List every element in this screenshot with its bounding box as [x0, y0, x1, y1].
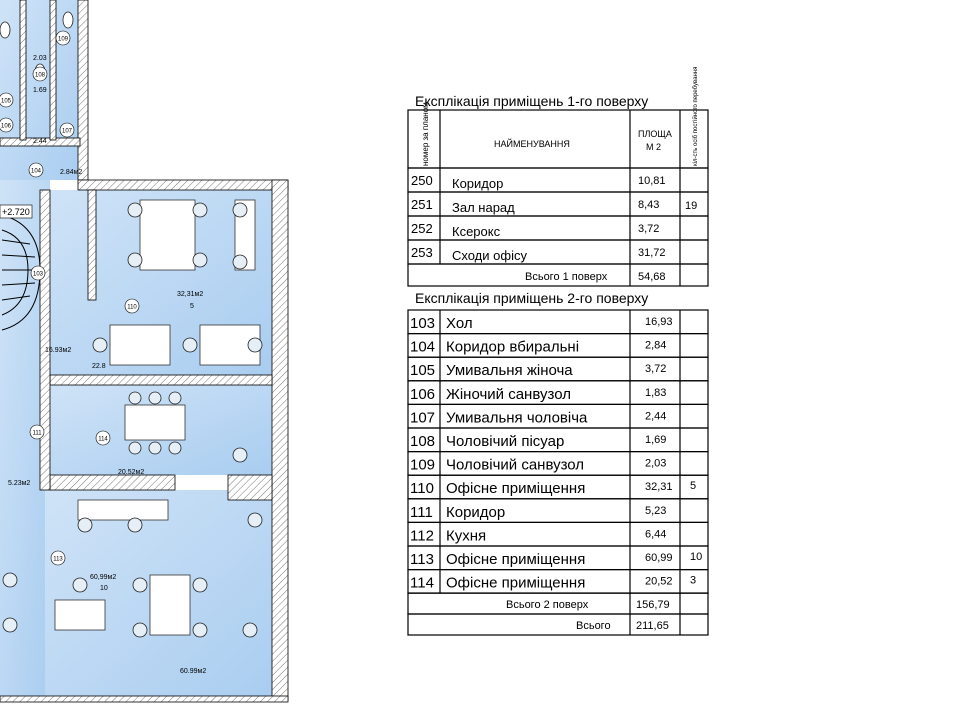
row-area: 6,44 — [645, 528, 667, 541]
row-number: 250 — [411, 173, 433, 188]
chair — [193, 203, 207, 217]
table-row — [408, 216, 708, 240]
wall — [50, 475, 175, 490]
chair — [169, 442, 181, 454]
row-frame — [408, 381, 708, 405]
row-name: Хол — [446, 315, 473, 332]
table-row — [408, 334, 708, 358]
chair — [129, 392, 141, 404]
row-name: Зал нарад — [452, 200, 515, 215]
level-mark: +2.720 — [2, 207, 30, 217]
chair — [149, 442, 161, 454]
table-row — [408, 192, 708, 216]
room-area: 16.93м2 — [45, 347, 72, 354]
row-area: 16,93 — [645, 316, 673, 328]
row-number: 113 — [410, 551, 434, 568]
chair — [133, 623, 147, 637]
row-area: 5,23 — [645, 504, 667, 517]
wall — [88, 190, 96, 300]
row-number: 104 — [410, 338, 436, 356]
row-name: Офісне приміщення — [446, 551, 586, 568]
header-number: номер за планом — [421, 102, 430, 166]
table-row — [408, 475, 708, 499]
room-number: 111 — [32, 430, 42, 437]
floor1-total-label: Всього 1 поверх — [525, 271, 608, 283]
chair — [233, 203, 247, 217]
row-number: 106 — [410, 385, 436, 403]
table-row — [408, 452, 708, 476]
header-area-line2: М 2 — [646, 142, 662, 152]
row-name: Умивальня жіноча — [446, 362, 573, 380]
row-people: 19 — [685, 200, 698, 212]
row-name: Коридор вбиральні — [446, 338, 580, 356]
chair — [149, 392, 161, 404]
row-frame — [408, 499, 708, 523]
room-area: 5.23м2 — [8, 480, 31, 487]
row-people: 10 — [690, 551, 703, 563]
chair — [129, 442, 141, 454]
row-number: 111 — [410, 503, 433, 521]
row-frame — [408, 546, 708, 570]
row-frame — [408, 168, 708, 192]
room-number: 113 — [53, 556, 63, 563]
table-row — [408, 546, 708, 570]
room-number: 107 — [61, 128, 73, 135]
room-number: 109 — [57, 36, 69, 43]
room-number: 104 — [30, 168, 42, 175]
room-number: 105 — [0, 98, 12, 105]
chair — [128, 253, 142, 267]
row-area: 8,43 — [638, 199, 660, 211]
row-name: Жіночий санвузол — [446, 385, 571, 403]
table-row — [408, 357, 708, 381]
grand-total-value: 211,65 — [636, 620, 669, 632]
room-area: 2.44 — [33, 138, 47, 145]
row-frame — [408, 475, 708, 499]
wall — [50, 0, 56, 140]
grand-total-row — [408, 614, 708, 635]
row-frame — [408, 240, 708, 264]
wall — [78, 180, 288, 190]
floor2-rows — [408, 310, 708, 593]
room-number: 110 — [127, 304, 137, 311]
row-people: 3 — [690, 574, 697, 587]
grand-total-label: Всього — [576, 620, 611, 632]
row-number: 109 — [410, 456, 436, 474]
chair — [73, 578, 87, 592]
chair — [233, 448, 247, 462]
floor1-total-value: 54,68 — [638, 271, 666, 283]
row-name: Умивальня чоловіча — [446, 409, 588, 427]
row-frame — [408, 452, 708, 476]
row-frame — [408, 192, 708, 216]
row-area: 2,84 — [645, 339, 667, 352]
room-people: 10 — [100, 585, 108, 592]
wall — [0, 696, 288, 702]
row-area: 20,52 — [645, 575, 673, 588]
row-number: 103 — [410, 315, 436, 332]
row-area: 2,03 — [645, 457, 667, 470]
floor1-rows — [408, 168, 708, 264]
room-area: 60,99м2 — [90, 574, 117, 581]
chair — [128, 203, 142, 217]
row-area: 10,81 — [638, 175, 666, 187]
row-area: 31,72 — [638, 247, 666, 259]
chair — [193, 578, 207, 592]
chair — [3, 573, 17, 587]
desk-cluster — [110, 325, 170, 365]
row-frame — [408, 334, 708, 358]
chair — [248, 513, 262, 527]
row-frame — [408, 357, 708, 381]
chair — [243, 623, 257, 637]
row-frame — [408, 428, 708, 452]
row-name: Ксерокс — [452, 224, 501, 239]
table-header — [408, 110, 708, 168]
chair — [193, 253, 207, 267]
header-people: кіл-сть осіб постійного перебування — [693, 66, 699, 166]
row-name: Офісне приміщення — [446, 480, 586, 498]
desk-cluster — [78, 500, 168, 520]
room-area: 32,31м2 — [177, 291, 204, 298]
chair — [169, 392, 181, 404]
chair — [183, 338, 197, 352]
wall — [40, 190, 50, 490]
chair — [78, 518, 92, 532]
floor-plan — [0, 0, 300, 720]
row-number: 251 — [411, 197, 433, 212]
wall — [272, 180, 288, 700]
floor2-title: Експлікація приміщень 2-го поверху — [415, 290, 649, 306]
row-area: 60,99 — [645, 552, 673, 564]
table-row — [408, 404, 708, 428]
room-number: 114 — [98, 436, 108, 443]
floor1-total-row — [408, 264, 708, 286]
row-frame — [408, 404, 708, 428]
row-name: Коридор — [452, 176, 504, 191]
wall — [228, 475, 272, 500]
table-row — [408, 428, 708, 452]
row-people: 5 — [690, 480, 697, 493]
meeting-table — [125, 405, 185, 440]
table-row — [408, 168, 708, 192]
wall — [50, 375, 272, 385]
desk-cluster — [140, 200, 195, 270]
row-number: 108 — [410, 433, 436, 450]
row-frame — [408, 522, 708, 546]
toilet — [0, 22, 10, 38]
row-area: 1,83 — [645, 386, 667, 399]
header-frame — [408, 110, 708, 168]
wall — [78, 0, 88, 180]
row-area: 32,31 — [645, 481, 673, 494]
row-area: 1,69 — [645, 434, 667, 446]
row-name: Чоловічий пісуар — [446, 433, 565, 450]
floor2-total-value: 156,79 — [636, 599, 670, 611]
row-name: Сходи офісу — [452, 248, 527, 263]
table-row — [408, 499, 708, 523]
floor2-total-label: Всього 2 поверх — [506, 599, 589, 611]
chair — [133, 578, 147, 592]
row-name: Офісне приміщення — [446, 574, 586, 592]
room-area: 2.03 — [33, 55, 47, 62]
row-area: 3,72 — [645, 363, 667, 376]
wall — [20, 0, 26, 140]
room-area: 1.69 — [33, 87, 47, 94]
header-name: НАЙМЕНУВАННЯ — [494, 139, 570, 149]
table-row — [408, 522, 708, 546]
room-area: 22.8 — [92, 363, 106, 370]
row-name: Кухня — [446, 527, 487, 545]
row-frame — [408, 216, 708, 240]
room-area: 60.99м2 — [180, 668, 207, 675]
room-people: 5 — [190, 303, 194, 310]
row-frame — [408, 310, 708, 334]
chair — [3, 618, 17, 632]
floor1-title: Експлікація приміщень 1-го поверху — [415, 93, 649, 109]
row-number: 107 — [410, 409, 436, 427]
chair — [128, 518, 142, 532]
room-area: 2.84м2 — [60, 169, 83, 176]
row-name: Чоловічий санвузол — [446, 456, 585, 474]
toilet — [63, 12, 73, 28]
row-number: 252 — [411, 221, 433, 236]
table-row — [408, 310, 708, 334]
table-row — [408, 570, 708, 594]
room-number: 103 — [32, 271, 44, 278]
row-number: 114 — [410, 574, 434, 592]
table-row — [408, 381, 708, 405]
row-number: 112 — [410, 527, 434, 545]
header-area-line1: ПЛОЩА — [638, 129, 672, 139]
room-number: 106 — [0, 123, 12, 130]
row-frame — [408, 570, 708, 594]
table-row — [408, 240, 708, 264]
chair — [248, 338, 262, 352]
row-area: 2,44 — [645, 410, 667, 423]
chair — [93, 338, 107, 352]
chair — [233, 255, 247, 269]
row-name: Коридор — [446, 503, 506, 521]
room-number: 108 — [34, 72, 46, 79]
row-number: 105 — [410, 362, 436, 380]
floor2-total-row — [408, 593, 708, 614]
row-number: 110 — [410, 480, 434, 498]
desk-cluster — [55, 600, 105, 630]
row-number: 253 — [411, 245, 433, 260]
row-area: 3,72 — [638, 223, 660, 235]
desk-cluster — [150, 575, 190, 635]
room-area: 20.52м2 — [118, 469, 145, 476]
chair — [193, 623, 207, 637]
